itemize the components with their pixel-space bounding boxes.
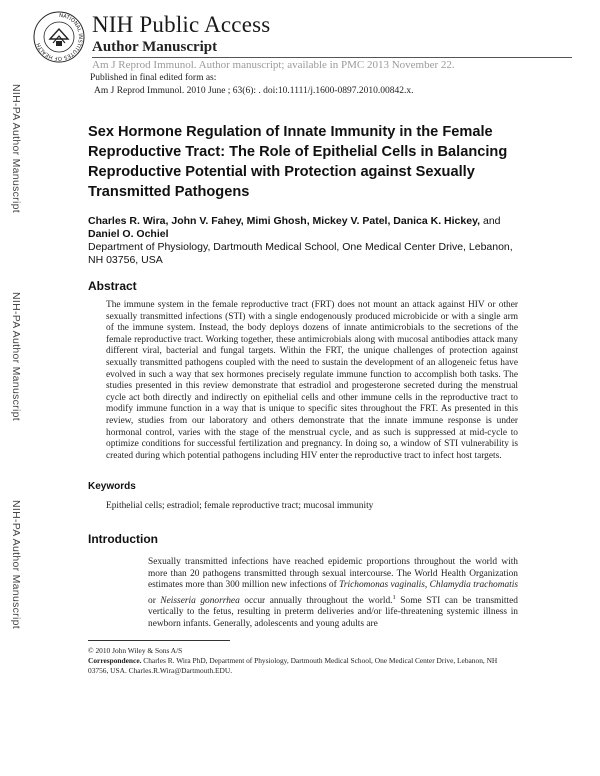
abstract-text: The immune system in the female reproductive tract (FRT) does not mount an attack against HIV or other sexually transmitted infections (STI) with a single endogenously produced microbicide or with a single arm of the immune system. Instead, the body deploys dozens of innate antimicrobials to the secretions of the female reproductive tract. Working together, these antimicrobials along with mucosal antibodies attack many different viral, bacterial and fungal targets. Within the FRT, the unique challenges of protection against sexually transmitted pathogens coupled with the need to sustain the development of an allogeneic fetus have evolved in such a way that sex hormones precisely regulate immune function to accomplish both tasks. The studies presented in this review demonstrate that estradiol and progesterone secreted during the menstrual cycle act both directly and indirectly on epithelial cells and other immune cells in the reproductive tract to modify immune function in a way that is unique to specific sites throughout the FRT. As presented in this review, studies from our laboratory and others demonstrate that the innate immune response is under hormonal control, varies with the stage of the menstrual cycle, and as such is suppressed at mid-cycle to optimize conditions for successful fertilization and pregnancy. In doing so, a window of STI vulnerability is created during which potential pathogens including HIV enter the reproductive tract to infect host targets. bbox=[106, 300, 518, 461]
abstract-heading: Abstract bbox=[88, 279, 137, 293]
author-manuscript-title: Author Manuscript bbox=[92, 39, 218, 55]
authors-and: and bbox=[482, 215, 501, 227]
affiliation: Department of Physiology, Dartmouth Medical School, One Medical Center Drive, Lebanon, NH 03756, USA bbox=[88, 241, 513, 266]
correspondence bbox=[88, 656, 518, 676]
introduction-heading: Introduction bbox=[88, 531, 158, 546]
nih-header bbox=[32, 10, 572, 72]
nih-logo bbox=[32, 10, 86, 64]
keywords-heading: Keywords bbox=[88, 481, 136, 493]
correspondence-text: Charles R. Wira PhD, Department of Physiology, Dartmouth Medical School, One Medical Center Drive, Lebanon, NH 03756, USA. Charles.R.Wira@Dartmouth.EDU. bbox=[88, 656, 498, 675]
margin-label: NIH-PA Author Manuscript bbox=[10, 84, 22, 213]
copyright: © 2010 John Wiley & Sons A/S bbox=[88, 646, 183, 655]
intro-species-1: Trichomonas vaginalis bbox=[339, 580, 425, 591]
article-content bbox=[88, 122, 518, 631]
authors: Charles R. Wira, John V. Fahey, Mimi Ghosh, Mickey V. Patel, Danica K. Hickey, bbox=[88, 215, 481, 227]
correspondence-label: Correspondence. bbox=[88, 656, 142, 665]
intro-species-2: Chlamydia trachomatis bbox=[429, 580, 519, 591]
intro-text-4: occur annually throughout the world. bbox=[239, 595, 393, 606]
keywords-text: Epithelial cells; estradiol; female reproductive tract; mucosal immunity bbox=[106, 501, 374, 512]
citation: Am J Reprod Immunol. 2010 June ; 63(6): . doi:10.1111/j.1600-0897.2010.00842.x. bbox=[94, 86, 414, 96]
intro-text-1: Sexually transmitted infections have reached epidemic proportions throughout the world with more than 20 pathogens transmitted through sexual intercourse. The World Health Organization estimates more than 300 million new infections of bbox=[148, 556, 518, 591]
svg-text:NATIONAL INSTITUTES OF HEALTH: NATIONAL INSTITUTES OF HEALTH bbox=[35, 12, 83, 62]
intro-species-3: Neisseria gonorrhea bbox=[160, 595, 240, 606]
header-divider bbox=[92, 57, 572, 58]
nih-seal-icon bbox=[32, 10, 86, 64]
reference-link[interactable]: 1 bbox=[392, 593, 396, 601]
intro-text-5: Some STI can be transmitted vertically to the fetus, resulting in preterm deliveries and/or life-threatening systemic illness in newborn infants. Generally, adolescents and young adults are bbox=[148, 595, 518, 629]
author-list bbox=[88, 215, 518, 241]
footnotes bbox=[88, 646, 518, 676]
margin-label: NIH-PA Author Manuscript bbox=[10, 292, 22, 421]
public-access-title: NIH Public Access bbox=[92, 12, 271, 37]
article-title: Sex Hormone Regulation of Innate Immunity in the Female Reproductive Tract: The Role of Epithelial Cells in Balancing Reproductive Potential with Protection against Sexually Transmitted Pathogens bbox=[88, 124, 508, 200]
intro-text-2: , bbox=[424, 580, 430, 591]
intro-text-3: or bbox=[148, 595, 161, 606]
footnote-divider bbox=[88, 640, 230, 641]
manuscript-availability: Am J Reprod Immunol. Author manuscript; available in PMC 2013 November 22. bbox=[92, 59, 455, 71]
publication-info bbox=[90, 72, 414, 98]
last-author: Daniel O. Ochiel bbox=[88, 228, 169, 240]
introduction-text bbox=[148, 557, 518, 631]
published-label: Published in final edited form as: bbox=[90, 73, 217, 83]
margin-label: NIH-PA Author Manuscript bbox=[10, 500, 22, 629]
